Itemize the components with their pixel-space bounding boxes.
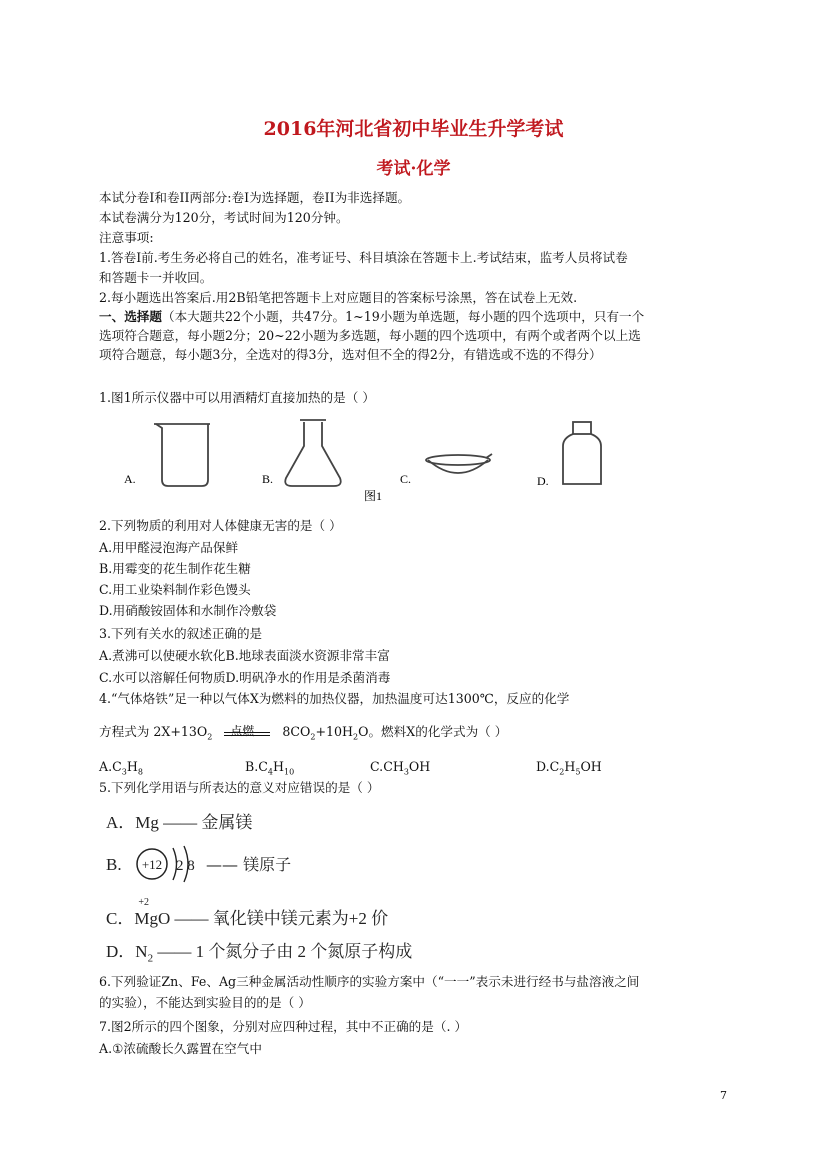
section-heading: 一、选择题 [99, 309, 162, 324]
intro-line-6: 2.每小题选出答案后.用2B铅笔把答题卡上对应题目的答案标号涂黑，答在试卷上无效. [99, 290, 578, 305]
q4-option-d: $D.C_2H_5OH$ [536, 759, 602, 777]
evaporating-dish-icon [426, 454, 492, 473]
q4-equation: 方程式为 $2X+13O_2$ 点燃 $8CO_2+10H_2O$。燃料X的化学式为（ ） [99, 724, 508, 742]
q3-stem: 3.下列有关水的叙述正确的是 [99, 626, 263, 641]
q1-figure [110, 412, 630, 507]
q5-option-b-text: —— 镁原子 [206, 855, 292, 874]
q2-option-b: B.用霉变的花生制作花生糖 [99, 561, 251, 576]
q3-option-ab: A.煮沸可以使硬水软化B.地球表面淡水资源非常丰富 [99, 648, 390, 663]
section-desc-3: 项符合题意，每小题3分，全选对的得3分，选对但不全的得2分，有错选或不选的不得分） [99, 347, 602, 362]
q5-option-b [106, 842, 426, 886]
q7-stem: 7.图2所示的四个图象，分别对应四种过程，其中不正确的是（. ） [99, 1019, 468, 1034]
q4-condition: 点燃 [230, 724, 255, 738]
q5-option-b-label: B. [106, 855, 122, 874]
q4-option-c: $C.CH_3OH$ [370, 759, 431, 777]
intro-line-5: 和答题卡一并收回。 [99, 270, 213, 285]
q6-stem-2: 的实验），不能达到实验目的的是（ ） [99, 995, 311, 1010]
q4-option-a: $A.C_3H_8$ [99, 759, 143, 777]
q6-stem-1: 6.下列验证Zn、Fe、Ag三种金属活动性顺序的实验方案中（“一一”表示未进行经书与盐溶液之间 [99, 974, 640, 989]
q5-option-c: C． +2 MgO —— 氧化镁中镁元素为+2 价 [106, 897, 389, 928]
section-desc-2: 选项符合题意，每小题2分；20~22小题为多选题，每小题的四个选项中，有两个或者两个以上选 [99, 328, 641, 343]
q7-option-a: A.①浓硫酸长久露置在空气中 [99, 1041, 262, 1056]
q2-stem: 2.下列物质的利用对人体健康无害的是（ ） [99, 518, 342, 533]
q1-label-c: C. [400, 472, 412, 486]
atom-structure-diagram [106, 842, 426, 886]
conical-flask-icon [285, 420, 341, 486]
q1-label-a: A. [124, 472, 136, 486]
q1-caption: 图1 [364, 489, 383, 503]
q2-option-c: C.用工业染料制作彩色馒头 [99, 582, 251, 597]
q1-stem: 1.图1所示仪器中可以用酒精灯直接加热的是（ ） [99, 390, 375, 405]
q2-option-a: A.用甲醛浸泡海产品保鲜 [99, 540, 239, 555]
q5-option-a: A．Mg —— 金属镁 [106, 813, 253, 832]
exam-title: 2016年河北省初中毕业生升学考试 [263, 118, 564, 140]
intro-line-2: 本试卷满分为120分，考试时间为120分钟。 [99, 210, 349, 225]
q4-option-b: $B.C_4H_{10}$ [245, 759, 295, 777]
page-number: 7 [720, 1089, 727, 1102]
q4-stem: 4.“气体烙铁”足一种以气体X为燃料的加热仪器，加热温度可达1300℃，反应的化学 [99, 691, 570, 706]
intro-line-4: 1.答卷I前.考生务必将自己的姓名，准考证号、科目填涂在答题卡上.考试结束，监考人员将试卷 [99, 250, 628, 265]
valence-mark: +2 [138, 897, 149, 908]
intro-line-1: 本试分卷I和卷II两部分:卷I为选择题，卷II为非选择题。 [99, 190, 411, 205]
q2-option-d: D.用硝酸铵固体和水制作冷敷袋 [99, 603, 277, 618]
q1-figure-svg [110, 412, 630, 507]
q1-label-b: B. [262, 472, 274, 486]
section-desc-1: 一、选择题（本大题共22个小题，共47分。1~19小题为单选题，每小题的四个选项中，只有一个 [99, 309, 645, 324]
intro-line-3: 注意事项: [99, 230, 154, 245]
q1-label-d: D. [537, 474, 549, 488]
q3-option-cd: C.水可以溶解任何物质D.明矾净水的作用是杀菌消毒 [99, 670, 391, 685]
q5-stem: 5.下列化学用语与所表达的意义对应错误的是（ ） [99, 780, 380, 795]
q5-option-d: D．$N_2$ —— 1 个氮分子由 2 个氮原子构成 [106, 942, 413, 965]
reagent-bottle-icon [563, 422, 601, 484]
exam-subtitle: 考试·化学 [376, 159, 451, 179]
nucleus-charge: +12 [141, 857, 163, 872]
beaker-icon [154, 424, 210, 486]
electron-counts: 2 8 [176, 858, 195, 874]
